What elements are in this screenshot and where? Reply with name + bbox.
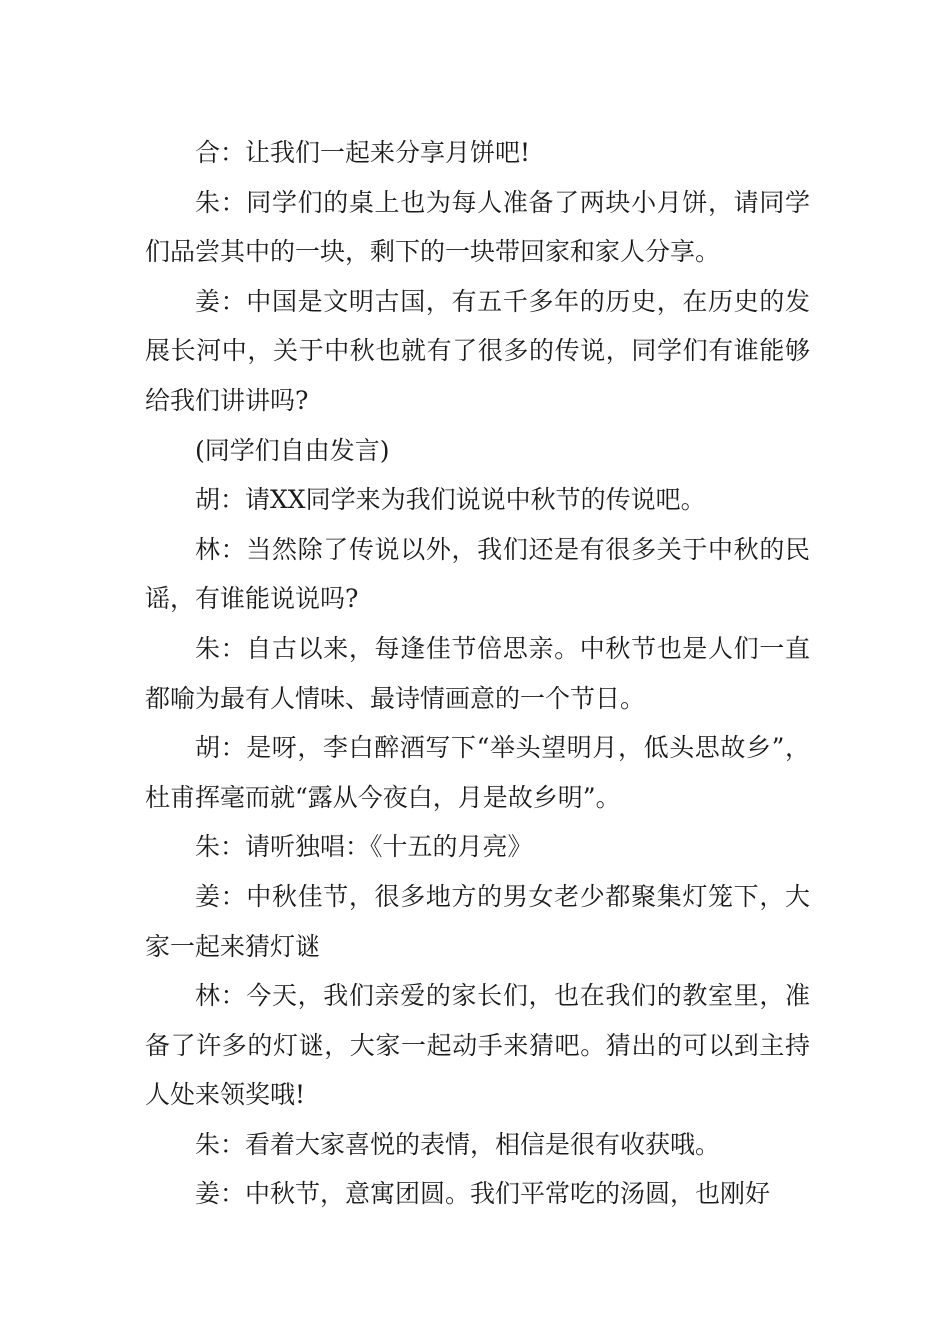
paragraph-free-speech: (同学们自由发言) bbox=[195, 435, 390, 465]
paragraph-joyful-faces: 朱：看着大家喜悦的表情，相信是很有收获哦。 bbox=[195, 1129, 721, 1159]
paragraph-lantern-riddles: 姜：中秋佳节，很多地方的男女老少都聚集灯笼下，大家一起来猜灯谜 bbox=[145, 881, 810, 961]
paragraph-reunion: 姜：中秋节，意寓团圆。我们平常吃的汤圆，也刚好 bbox=[195, 1179, 771, 1209]
paragraph-parents-riddles: 林：今天，我们亲爱的家长们，也在我们的教室里，准备了许多的灯谜，大家一起动手来猜吧。猜出的可以到主持人处来领奖哦! bbox=[145, 981, 810, 1110]
paragraph-poems: 胡：是呀，李白醉酒写下“举头望明月，低头思故乡”，杜甫挥毫而就“露从今夜白，月是故乡明”。 bbox=[145, 733, 810, 812]
paragraph-legend-invite: 胡：请XX同学来为我们说说中秋节的传说吧。 bbox=[195, 485, 706, 515]
paragraph-share-mooncakes: 合：让我们一起来分享月饼吧! bbox=[195, 138, 531, 167]
document-body bbox=[145, 128, 810, 1219]
paragraph-solo-song: 朱：请听独唱：《十五的月亮》 bbox=[195, 832, 533, 862]
paragraph-folk-songs: 林：当然除了传说以外，我们还是有很多关于中秋的民谣，有谁能说说吗? bbox=[145, 534, 810, 614]
paragraph-legends-question: 姜：中国是文明古国，有五千多年的历史，在历史的发展长河中，关于中秋也就有了很多的传说，同学们有谁能够给我们讲讲吗? bbox=[145, 286, 810, 415]
paragraph-missing-family: 朱：自古以来，每逢佳节倍思亲。中秋节也是人们一直都喻为最有人情味、最诗情画意的一个节日。 bbox=[145, 633, 810, 713]
paragraph-desk-mooncakes: 朱：同学们的桌上也为每人准备了两块小月饼，请同学们品尝其中的一块，剩下的一块带回家和家人分享。 bbox=[145, 187, 810, 267]
